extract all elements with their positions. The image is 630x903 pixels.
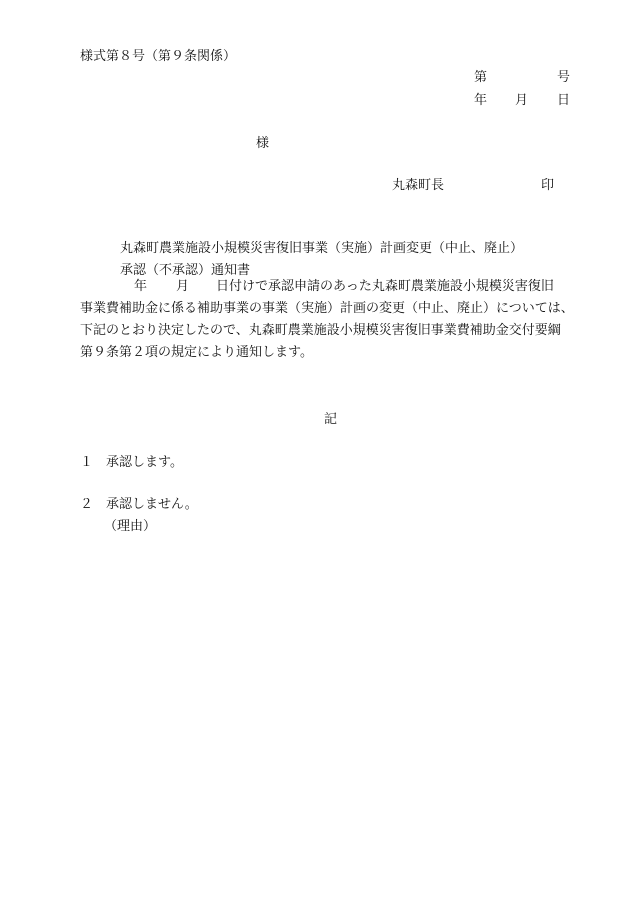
body-line-2: 事業費補助金に係る補助事業の事業（実施）計画の変更（中止、廃止）については、	[80, 301, 574, 316]
title-line-2: 承認（不承認）通知書	[120, 263, 251, 278]
body-line-4: 第９条第２項の規定により通知します。	[80, 345, 313, 360]
body-line-1-text: 日付けで承認申請のあった丸森町農業施設小規模災害復旧	[216, 279, 554, 294]
body-paragraph	[80, 276, 580, 364]
body-line-3: 下記のとおり決定したので、丸森町農業施設小規模災害復旧事業費補助金交付要綱	[80, 323, 561, 338]
date-year: 年	[474, 93, 488, 108]
addressee-suffix: 様	[256, 136, 270, 151]
issuer-name: 丸森町長	[392, 178, 445, 193]
ki-heading: 記	[324, 412, 338, 427]
body-date-year: 年	[134, 279, 148, 294]
date-month: 月	[515, 93, 529, 108]
body-date-month: 月	[176, 279, 190, 294]
title-line-1: 丸森町農業施設小規模災害復旧事業（実施）計画変更（中止、廃止）	[120, 241, 524, 256]
form-header: 様式第８号（第９条関係）	[80, 49, 237, 64]
body-line-1	[80, 276, 580, 298]
item-1-number: １	[80, 455, 94, 470]
date-day: 日	[557, 93, 571, 108]
item-2-text: 承認しません。	[106, 497, 198, 512]
item-1-text: 承認します。	[106, 455, 183, 470]
doc-number-prefix: 第	[474, 70, 488, 85]
reason-label: （理由）	[104, 519, 157, 534]
issuer-seal: 印	[541, 178, 555, 193]
item-2-number: ２	[80, 497, 94, 512]
doc-number-suffix: 号	[557, 70, 571, 85]
